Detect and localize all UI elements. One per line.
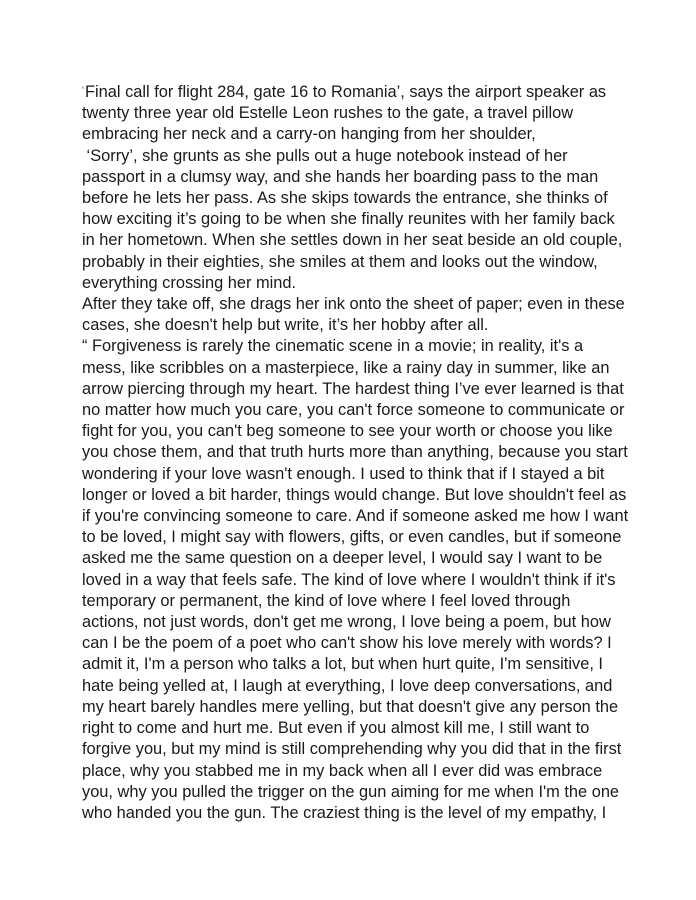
text-line-7: how exciting it’s going to be when she finally reunites with her family back bbox=[82, 210, 615, 229]
text-line-12: cases, she doesn't help but write, it’s her hobby after all. bbox=[82, 316, 489, 335]
text-line-28: admit it, I'm a person who talks a lot, but when hurt quite, I'm sensitive, I bbox=[82, 655, 603, 674]
text-line-8: in her hometown. When she settles down in her seat beside an old couple, bbox=[82, 231, 623, 250]
text-line-19: wondering if your love wasn't enough. I used to think that if I stayed a bit bbox=[82, 464, 605, 483]
text-line-33: place, why you stabbed me in my back when all I ever did was embrace bbox=[82, 761, 603, 780]
text-line-3: embracing her neck and a carry-on hanging from her shoulder, bbox=[82, 125, 536, 144]
text-line-11: After they take off, she drags her ink onto the sheet of paper; even in these bbox=[82, 295, 625, 314]
text-line-27: can I be the poem of a poet who can't show his love merely with words? I bbox=[82, 634, 612, 653]
text-line-13: “ Forgiveness is rarely the cinematic scene in a movie; in reality, it's a bbox=[82, 337, 584, 356]
text-line-15: arrow piercing through my heart. The hardest thing I’ve ever learned is that bbox=[82, 379, 624, 398]
text-line-25: temporary or permanent, the kind of love where I feel loved through bbox=[82, 591, 571, 610]
text-line-29: hate being yelled at, I laugh at everything, I love deep conversations, and bbox=[82, 676, 613, 695]
text-line-6: before he lets her pass. As she skips towards the entrance, she thinks of bbox=[82, 189, 608, 208]
text-line-22: to be loved, I might say with flowers, gifts, or even candles, but if someone bbox=[82, 528, 622, 547]
text-line-30: my heart barely handles mere yelling, but that doesn't give any person the bbox=[82, 697, 619, 716]
text-line-17: fight for you, you can't beg someone to see your worth or choose you like bbox=[82, 422, 613, 441]
text-line-23: asked me the same question on a deeper level, I would say I want to be bbox=[82, 549, 603, 568]
text-line-4: ‘Sorry’, she grunts as she pulls out a huge notebook instead of her bbox=[82, 146, 568, 165]
text-line-32: forgive you, but my mind is still comprehending why you did that in the first bbox=[82, 740, 622, 759]
text-line-5: passport in a clumsy way, and she hands her boarding pass to the man bbox=[82, 167, 599, 186]
text-line-24: loved in a way that feels safe. The kind of love where I wouldn't think if it's bbox=[82, 570, 616, 589]
text-line-1: ‘Final call for flight 284, gate 16 to Romania’, says the airport speaker as bbox=[82, 83, 607, 101]
text-line-14: mess, like scribbles on a masterpiece, like a rainy day in summer, like an bbox=[82, 358, 610, 377]
text-line-20: longer or loved a bit harder, things would change. But love shouldn't feel as bbox=[82, 485, 627, 504]
text-line-31: right to come and hurt me. But even if you almost kill me, I still want to bbox=[82, 719, 590, 738]
text-line-16: no matter how much you care, you can't force someone to communicate or bbox=[82, 401, 625, 420]
text-line-21: if you're convincing someone to care. And if someone asked me how I want bbox=[82, 507, 629, 526]
text-line-9: probably in their eighties, she smiles at them and looks out the window, bbox=[82, 252, 598, 271]
text-line-18: you chose them, and that truth hurts more than anything, because you start bbox=[82, 443, 628, 462]
text-line-10: everything crossing her mind. bbox=[82, 273, 297, 292]
text-line-26: actions, not just words, don't get me wrong, I love being a poem, but how bbox=[82, 613, 611, 632]
opening-quote-mark: ‘ bbox=[82, 85, 84, 95]
text-line-35: who handed you the gun. The craziest thing is the level of my empathy, I bbox=[82, 803, 607, 822]
story-text bbox=[82, 80, 629, 824]
text-line-34: you, why you pulled the trigger on the gun aiming for me when I'm the one bbox=[82, 782, 620, 801]
text-line-2: twenty three year old Estelle Leon rushes to the gate, a travel pillow bbox=[82, 104, 574, 123]
